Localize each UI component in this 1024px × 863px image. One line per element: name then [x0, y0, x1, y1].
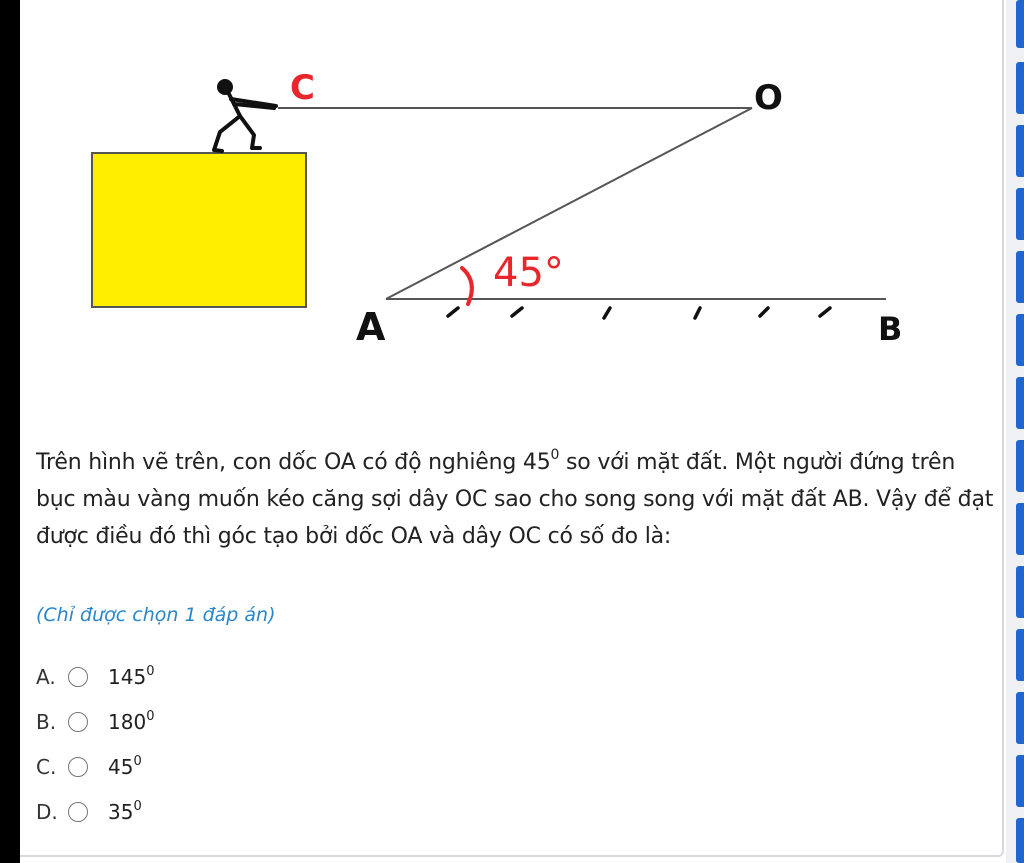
answer-hint: (Chỉ được chọn 1 đáp án): [36, 604, 276, 626]
option-letter: B.: [36, 709, 57, 734]
right-accent-bar: [1016, 692, 1024, 744]
label-c: C: [290, 68, 315, 108]
option-value: $180^0$: [108, 708, 155, 734]
right-accent-bar: [1016, 0, 1024, 48]
left-black-bar: [0, 0, 20, 863]
option-b[interactable]: [36, 699, 154, 744]
question-text-part2: so với mặt đất. Một người đứng trên bục màu vàng muốn kéo căng sợi dây OC sao cho song song với mặt đất AB. Vậy để đạt được điều đó thì góc tạo bởi dốc OA và dây OC có số đo là:: [36, 450, 994, 549]
right-accent-bar: [1016, 566, 1024, 618]
ground-hatch-marks: [448, 308, 830, 318]
option-letter: D.: [36, 799, 58, 824]
degree-superscript: 0: [550, 447, 560, 463]
right-accent-bar: [1016, 314, 1024, 366]
radio-button[interactable]: [68, 712, 88, 732]
right-accent-bar: [1016, 629, 1024, 681]
answer-options: [36, 654, 154, 834]
option-value: $35^0$: [108, 798, 142, 824]
right-accent-bar: [1016, 62, 1024, 114]
option-a[interactable]: [36, 654, 154, 699]
right-accent-bar: [1016, 440, 1024, 492]
right-accent-bar: [1016, 818, 1024, 863]
right-accent-bar: [1016, 125, 1024, 177]
label-o: O: [754, 78, 783, 118]
radio-button[interactable]: [68, 667, 88, 687]
radio-button[interactable]: [68, 757, 88, 777]
angle-label: 45°: [493, 250, 564, 296]
option-value: $145^0$: [108, 663, 155, 689]
label-b: B: [878, 310, 903, 348]
option-d[interactable]: [36, 789, 154, 834]
right-accent-bar: [1016, 377, 1024, 429]
radio-button[interactable]: [68, 802, 88, 822]
geometry-figure: [70, 40, 950, 370]
question-text: [36, 444, 996, 555]
right-accent-bar: [1016, 755, 1024, 807]
stick-figure-person: [214, 81, 276, 151]
option-value: $45^0$: [108, 753, 142, 779]
right-accent-bar: [1016, 251, 1024, 303]
option-letter: C.: [36, 754, 57, 779]
right-accent-bar: [1016, 188, 1024, 240]
label-a: A: [356, 305, 386, 349]
yellow-platform-box: [92, 153, 306, 307]
option-c[interactable]: [36, 744, 154, 789]
slope-oa-line: [386, 108, 752, 299]
option-letter: A.: [36, 664, 56, 689]
question-text-part1: Trên hình vẽ trên, con dốc OA có độ nghiêng 45: [36, 450, 551, 475]
right-accent-bar: [1016, 503, 1024, 555]
